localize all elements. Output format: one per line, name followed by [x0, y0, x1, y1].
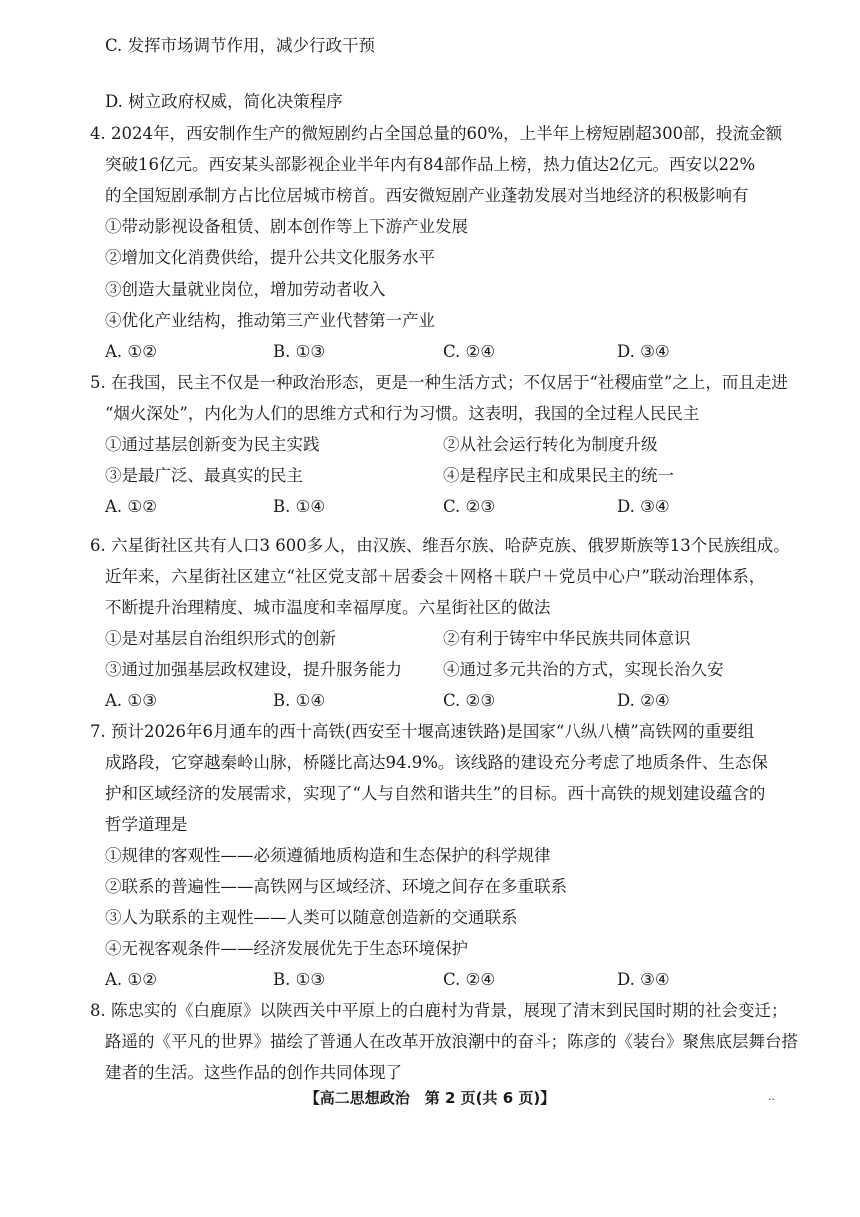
q6-item: ③通过加强基层政权建设，提升服务能力: [105, 660, 402, 679]
q4-item: ②增加文化消费供给，提升公共文化服务水平: [105, 248, 435, 267]
q6-option-d: D. ②④: [617, 691, 670, 710]
q7-option-b: B. ①③: [273, 970, 326, 989]
q5-option-a: A. ①②: [105, 497, 157, 516]
q6-option-c: C. ②③: [443, 691, 496, 710]
q5-options: [105, 497, 785, 517]
q4-item: ①带动影视设备租赁、剧本创作等上下游产业发展: [105, 217, 468, 236]
q5-item: ①通过基层创新变为民主实践: [105, 435, 320, 454]
q4-stem-line: 突破16亿元。西安某头部影视企业半年内有84部作品上榜，热力值达2亿元。西安以22%: [105, 155, 756, 174]
page-footer: 【高二思想政治 第 2 页(共 6 页)】: [304, 1089, 556, 1107]
q6-item: ①是对基层自治组织形式的创新: [105, 629, 336, 648]
q6-option-a: A. ①③: [105, 691, 157, 710]
corner-mark: ··: [768, 1093, 775, 1106]
q5-option-b: B. ①④: [273, 497, 326, 516]
q6-item: ②有利于铸牢中华民族共同体意识: [443, 629, 691, 648]
q5-item: ③是最广泛、最真实的民主: [105, 466, 303, 485]
q4-item: ③创造大量就业岗位，增加劳动者收入: [105, 280, 386, 299]
q4-option-a: A. ①②: [105, 342, 157, 361]
q8-stem-line: 建者的生活。这些作品的创作共同体现了: [105, 1063, 402, 1082]
q6-options: [105, 691, 785, 711]
q5-option-d: D. ③④: [617, 497, 670, 516]
q3-option-c: C. 发挥市场调节作用，减少行政干预: [105, 36, 376, 55]
q4-stem-line: 4. 2024年，西安制作生产的微短剧约占全国总量的60%，上半年上榜短剧超300部，投流金额: [90, 124, 783, 143]
q4-option-d: D. ③④: [617, 342, 670, 361]
q6-stem-line: 不断提升治理精度、城市温度和幸福厚度。六星街社区的做法: [105, 598, 551, 617]
q8-stem-line: 路遥的《平凡的世界》描绘了普通人在改革开放浪潮中的奋斗；陈彦的《装台》聚焦底层舞台搭: [105, 1032, 798, 1051]
q5-items-row: [105, 466, 785, 486]
q6-item: ④通过多元共治的方式，实现长治久安: [443, 660, 724, 679]
q4-item: ④优化产业结构，推动第三产业代替第一产业: [105, 311, 435, 330]
q5-item: ②从社会运行转化为制度升级: [443, 435, 658, 454]
q5-item: ④是程序民主和成果民主的统一: [443, 466, 674, 485]
q7-stem-line: 成路段，它穿越秦岭山脉，桥隧比高达94.9%。该线路的建设充分考虑了地质条件、生态保: [105, 753, 768, 772]
q7-item: ①规律的客观性——必须遵循地质构造和生态保护的科学规律: [105, 846, 551, 865]
q6-items-row: [105, 629, 785, 649]
q4-option-b: B. ①③: [273, 342, 326, 361]
q7-stem-line: 护和区域经济的发展需求，实现了“人与自然和谐共生”的目标。西十高铁的规划建设蕴含的: [105, 784, 766, 803]
q6-stem-line: 近年来，六星街社区建立“社区党支部＋居委会＋网格＋联户＋党员中心户”联动治理体系，: [105, 567, 766, 586]
q7-item: ②联系的普遍性——高铁网与区域经济、环境之间存在多重联系: [105, 877, 567, 896]
q7-options: [105, 970, 785, 990]
q5-items-row: [105, 435, 785, 455]
q8-stem-line: 8. 陈忠实的《白鹿原》以陕西关中平原上的白鹿村为背景，展现了清末到民国时期的社会变迁；: [90, 1001, 788, 1020]
q6-option-b: B. ①④: [273, 691, 326, 710]
q4-stem-line: 的全国短剧承制方占比位居城市榜首。西安微短剧产业蓬勃发展对当地经济的积极影响有: [105, 186, 749, 205]
q7-option-d: D. ③④: [617, 970, 670, 989]
q7-stem-line: 7. 预计2026年6月通车的西十高铁(西安至十堰高速铁路)是国家“八纵八横”高铁网的重要组: [90, 722, 755, 741]
q7-option-a: A. ①②: [105, 970, 157, 989]
q5-option-c: C. ②③: [443, 497, 496, 516]
q6-items-row: [105, 660, 785, 680]
q7-option-c: C. ②④: [443, 970, 496, 989]
q4-options: [105, 342, 785, 362]
q5-stem-line: 5. 在我国，民主不仅是一种政治形态，更是一种生活方式；不仅居于“社稷庙堂”之上，而且走进: [90, 373, 788, 392]
q4-option-c: C. ②④: [443, 342, 496, 361]
q5-stem-line: “烟火深处”，内化为人们的思维方式和行为习惯。这表明，我国的全过程人民民主: [105, 404, 700, 423]
q3-option-d: D. 树立政府权威，简化决策程序: [105, 92, 343, 111]
q6-stem-line: 6. 六星街社区共有人口3 600多人，由汉族、维吾尔族、哈萨克族、俄罗斯族等13个民族组成。: [90, 536, 790, 555]
q7-stem-line: 哲学道理是: [105, 815, 188, 834]
q7-item: ④无视客观条件——经济发展优先于生态环境保护: [105, 939, 468, 958]
q7-item: ③人为联系的主观性——人类可以随意创造新的交通联系: [105, 908, 518, 927]
